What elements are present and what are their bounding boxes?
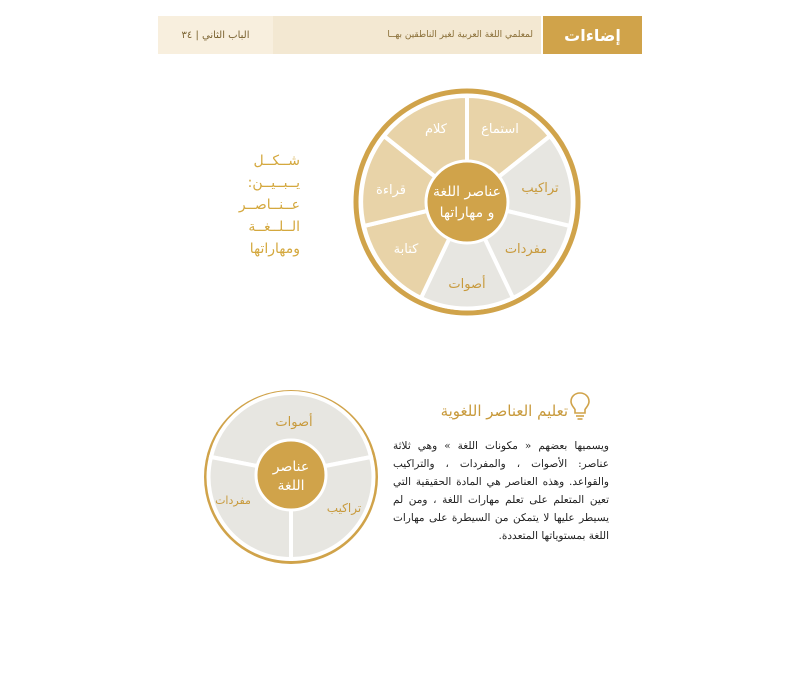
segment-label-mufradat: مفردات: [504, 242, 548, 257]
header-title: إضاءات: [564, 25, 621, 45]
components-center-line1: عناصر: [272, 459, 310, 475]
caption-line: ومهاراتها: [249, 241, 300, 257]
section-heading: تعليم العناصر اللغوية: [440, 402, 568, 420]
components-center: [256, 440, 326, 510]
header-title-box: [543, 16, 642, 54]
page-header: [158, 16, 642, 54]
language-elements-wheel: [347, 88, 587, 316]
segment-label-aswat: أصوات: [448, 277, 486, 292]
wheel-center-line1: عناصر اللغة: [433, 184, 501, 200]
header-subtitle: لمعلمي اللغة العربية لغير الناطقين بهــا: [387, 30, 533, 40]
caption-line: يــبــيــن:: [247, 175, 300, 191]
wheel-center: [426, 161, 508, 243]
caption-line: عــنــاصــر: [238, 197, 300, 213]
components-label-aswat: أصوات: [275, 415, 313, 430]
components-label-mufradat: مفردات: [215, 494, 251, 507]
segment-label-qiraa: قراءة: [376, 183, 406, 198]
lightbulb-icon: [569, 391, 591, 421]
header-chapter-page: الباب الثاني | ٣٤: [181, 29, 250, 41]
segment-label-kitaba: كتابة: [393, 242, 419, 257]
header-chapter-box: [158, 16, 273, 54]
components-label-tarakib: تراكيب: [326, 501, 362, 515]
language-components-wheel: [198, 389, 384, 566]
segment-label-tarakib: تراكيب: [521, 181, 559, 196]
caption-line: الــلــغــة: [248, 219, 300, 235]
segment-label-kalam: كلام: [425, 122, 447, 137]
components-center-line2: اللغة: [277, 478, 305, 494]
header-subtitle-box: [273, 16, 541, 54]
figure-caption: [222, 150, 300, 260]
section-paragraph: ويسميها بعضهم « مكونات اللغة » وهي ثلاثة عناصر: الأصوات ، والمفردات ، والتراكيب والقواعد. وهذه العناصر هي المادة الحقيقية التي تعين المتعلم على تعلم مهارات اللغة ، ومن لم يسيطر عليها لا يتمكن من السيطرة على مهارات اللغة بمستوياتها المتعددة.: [393, 440, 609, 542]
segment-label-istimaa: استماع: [481, 122, 519, 137]
wheel-center-line2: و مهاراتها: [439, 205, 495, 221]
caption-line: شــكــل: [253, 153, 300, 169]
